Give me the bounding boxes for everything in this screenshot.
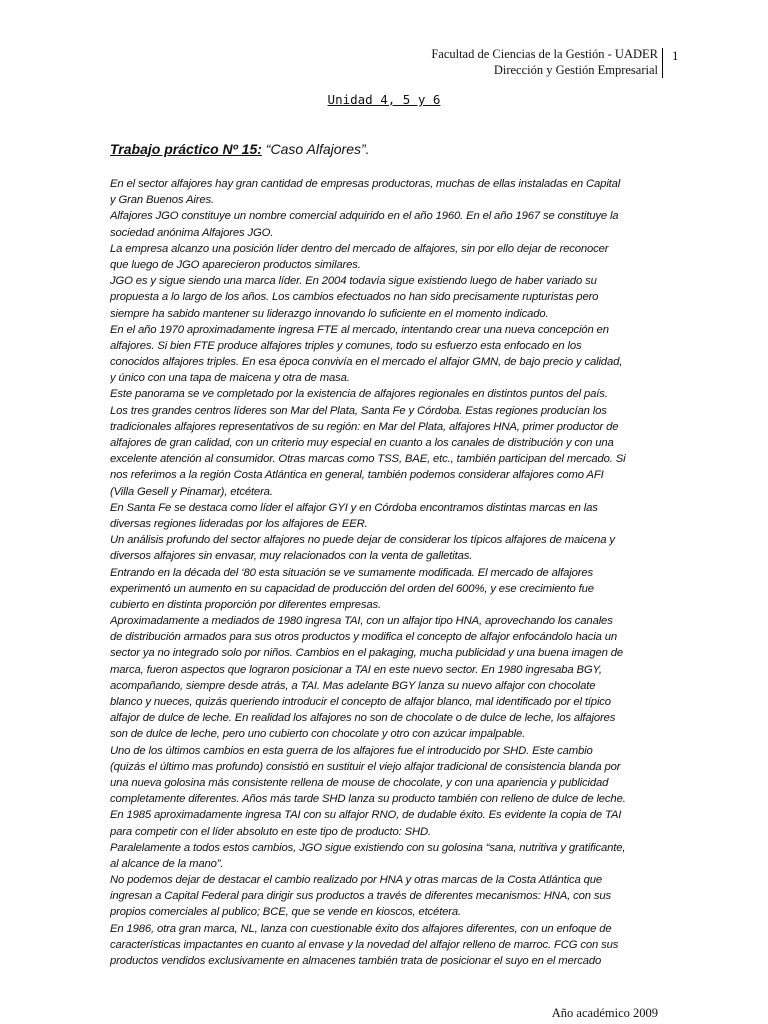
body-line: alfajores. Si bien FTE produce alfajores triples y comunes, todo su esfuerzo esta enfocado en los <box>110 339 582 352</box>
body-line: tradicionales alfajores representativos de su región: en Mar del Plata, alfajores HNA, primer productor de <box>110 420 619 433</box>
body-line: que luego de JGO aparecieron productos similares. <box>110 258 361 271</box>
body-line: propios comerciales al publico; BCE, que se vende en kioscos, etcétera. <box>110 906 462 919</box>
body-line: Uno de los últimos cambios en esta guerra de los alfajores fue el introducido por SHD. Este cambio <box>110 744 593 757</box>
body-line: marca, fueron aspectos que lograron posicionar a TAI en este nuevo sector. En 1980 ingresaba BGY, <box>110 663 602 676</box>
body-line: completamente diferentes. Años más tarde SHD lanza su producto también con relleno de dulce de leche. <box>110 793 626 806</box>
body-line: En el año 1970 aproximadamente ingresa FTE al mercado, intentando crear una nueva concepción en <box>110 323 609 336</box>
body-line: Los tres grandes centros líderes son Mar del Plata, Santa Fe y Córdoba. Estas regiones producían los <box>110 404 607 417</box>
body-line: al alcance de la mano”. <box>110 857 224 870</box>
body-line: blanco y nueces, quizás queriendo introducir el concepto de alfajor blanco, mal identificado por el típico <box>110 696 611 708</box>
body-line: En el sector alfajores hay gran cantidad de empresas productoras, muchas de ellas instaladas en Capital <box>110 178 621 190</box>
body-line: (Villa Gesell y Pinamar), etcétera. <box>110 485 273 498</box>
academic-year-footer: Año académico 2009 <box>551 1006 658 1020</box>
body-line: y Gran Buenos Aires. <box>110 194 214 207</box>
body-line: No podemos dejar de destacar el cambio realizado por HNA y otras marcas de la Costa Atlántica que <box>110 874 602 887</box>
body-line: experimentó un aumento en su capacidad de producción del orden del 600%, y ese crecimiento fue <box>110 582 594 595</box>
body-line: diversos alfajores sin envasar, muy relacionados con la venta de galletitas. <box>110 550 473 563</box>
body-line: Un análisis profundo del sector alfajores no puede dejar de considerar los típicos alfajores de maicena y <box>110 534 615 547</box>
body-line: Entrando en la década del ‘80 esta situación se ve sumamente modificada. El mercado de alfajores <box>110 566 593 579</box>
body-line: La empresa alcanzo una posición líder dentro del mercado de alfajores, sin por ello dejar de reconocer <box>110 242 609 255</box>
body-line: ingresan a Capital Federal para dirigir sus productos a través de diferentes mecanismos: HNA, con sus <box>110 890 611 903</box>
body-line: Aproximadamente a mediados de 1980 ingresa TAI, con un alfajor tipo HNA, aprovechando los canales <box>110 615 613 628</box>
body-line: conocidos alfajores triples. En esa época convivía en el mercado el alfajor GMN, de bajo precio y calidad, <box>110 356 623 369</box>
body-line: para competir con el líder absoluto en este tipo de producto: SHD. <box>110 825 432 838</box>
body-line: son de dulce de leche, pero uno cubierto con chocolate y otro con azúcar impalpable. <box>110 728 526 741</box>
body-line: En 1986, otra gran marca, NL, lanza con cuestionable éxito dos alfajores diferentes, con un enfoque de <box>110 922 612 935</box>
body-line: JGO es y sigue siendo una marca líder. En 2004 todavía sigue existiendo luego de haber variado su <box>110 275 597 288</box>
body-line: características impactantes en cuanto al envase y la novedad del alfajor relleno de marroc. FCG con sus <box>110 938 619 951</box>
assignment-label: Trabajo práctico Nº 15: <box>110 141 262 157</box>
assignment-title <box>110 141 370 157</box>
faculty-name: Facultad de Ciencias de la Gestión - UADER <box>431 47 658 61</box>
body-line: En Santa Fe se destaca como líder el alfajor GYI y en Córdoba encontramos distintas marcas en las <box>110 501 598 514</box>
body-line: Paralelamente a todos estos cambios, JGO sigue existiendo con su golosina “sana, nutritiva y gratificante, <box>110 841 626 854</box>
body-line: sector ya no integrado solo por niños. Cambios en el pakaging, mucha publicidad y una buena imagen de <box>110 647 624 660</box>
body-line: Alfajores JGO constituye un nombre comercial adquirido en el año 1960. En el año 1967 se constituye la <box>110 210 619 223</box>
body-line: Este panorama se ve completado por la existencia de alfajores regionales en distintos puntos del país. <box>110 388 608 401</box>
case-body-text <box>110 176 662 969</box>
body-line: propuesta a lo largo de los años. Los cambios efectuados no han sido precisamente rupturistas pero <box>110 291 599 304</box>
body-line: alfajores de gran calidad, con un criterio muy especial en cuanto a los canales de distribución y con una <box>110 437 614 449</box>
body-line: alfajor de dulce de leche. En realidad los alfajores no son de chocolate o de dulce de leche, los alfajores <box>110 712 616 725</box>
body-line: sociedad anónima Alfajores JGO. <box>110 226 274 239</box>
body-line: de distribución armados para sus otros productos y modifica el concepto de alfajor enfocándolo hacia un <box>110 631 618 644</box>
course-name: Dirección y Gestión Empresarial <box>493 63 658 77</box>
unit-title: Unidad 4, 5 y 6 <box>327 92 441 107</box>
page-header <box>431 46 658 78</box>
body-line: En 1985 aproximadamente ingresa TAI con su alfajor RNO, de dudable éxito. Es evidente la copia de TAI <box>110 809 622 822</box>
body-line: excelente atención al consumidor. Otras marcas como TSS, BAE, etc., también participan del mercado. Si <box>110 453 626 466</box>
body-line: nos referimos a la región Costa Atlántica en general, también podemos considerar alfajores como AFI <box>110 469 604 482</box>
body-line: diversas regiones lideradas por los alfajores de EER. <box>110 517 368 530</box>
body-line: productos vendidos exclusivamente en almacenes también trata de posicionar el suyo en el mercado <box>110 955 602 967</box>
body-line: (quizás el último mas profundo) consistió en sustituir el viejo alfajor tradicional de consistencia blanda por <box>110 760 621 773</box>
assignment-name: “Caso Alfajores”. <box>261 141 370 157</box>
page-number: 1 <box>662 48 702 78</box>
body-line: una nueva golosina más consistente rellena de mouse de chocolate, y con una apariencia y publicidad <box>110 776 609 789</box>
body-line: siempre ha sabido mantener su liderazgo innovando lo suficiente en el momento indicado. <box>110 307 549 320</box>
body-line: acompañando, siempre desde atrás, a TAI. Mas adelante BGY lanza su nuevo alfajor con chocolate <box>110 679 596 692</box>
body-line: cubierto en distinta proporción por diferentes empresas. <box>110 598 382 611</box>
body-line: y único con una tapa de maicena y otra de masa. <box>110 372 350 385</box>
